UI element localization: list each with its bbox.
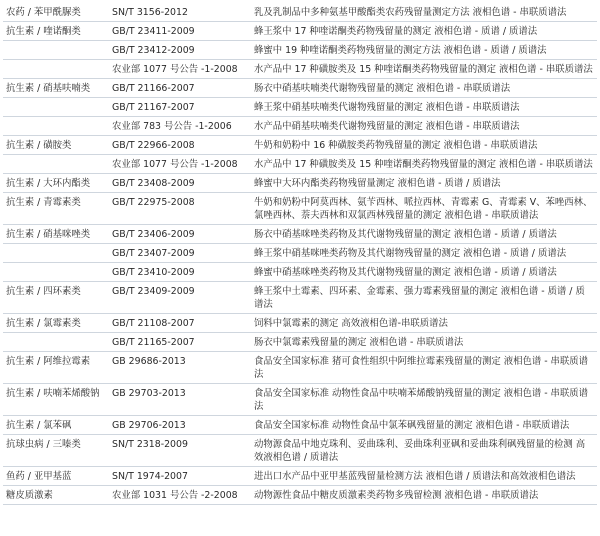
standard-number-cell: GB/T 21166-2007	[109, 79, 251, 98]
category-cell	[3, 98, 109, 117]
table-row	[3, 416, 597, 435]
table-row	[3, 467, 597, 486]
table-row	[3, 155, 597, 174]
method-title-cell: 蜂蜜中 19 种喹诺酮类药物残留量的测定方法 液相色谱 - 质谱 / 质谱法	[251, 41, 597, 60]
method-title-cell: 食品安全国家标准 动物性食品中氯苯砜残留量的测定 液相色谱 - 串联质谱法	[251, 416, 597, 435]
standard-number-cell: GB/T 21108-2007	[109, 314, 251, 333]
standard-number-cell: GB/T 23408-2009	[109, 174, 251, 193]
standard-number-cell: GB/T 23412-2009	[109, 41, 251, 60]
category-cell: 抗生素 / 氯霉素类	[3, 314, 109, 333]
standard-number-cell: 农业部 783 号公告 -1-2006	[109, 117, 251, 136]
standard-number-cell: GB/T 21167-2007	[109, 98, 251, 117]
category-cell: 抗生素 / 阿维拉霉素	[3, 352, 109, 384]
method-title-cell: 动物源性食品中糖皮质激素类药物多残留检测 液相色谱 - 串联质谱法	[251, 486, 597, 505]
standard-number-cell: GB/T 23410-2009	[109, 263, 251, 282]
table-row	[3, 384, 597, 416]
category-cell: 农药 / 苯甲酰脲类	[3, 3, 109, 22]
category-cell: 抗生素 / 氯苯砜	[3, 416, 109, 435]
table-row	[3, 314, 597, 333]
standard-number-cell: SN/T 1974-2007	[109, 467, 251, 486]
table-row	[3, 352, 597, 384]
category-cell: 抗生素 / 硝基咪唑类	[3, 225, 109, 244]
category-cell	[3, 155, 109, 174]
method-title-cell: 蜂王浆中硝基咪唑类药物及其代谢物残留量的测定 液相色谱 - 质谱 / 质谱法	[251, 244, 597, 263]
table-row	[3, 333, 597, 352]
standard-number-cell: SN/T 2318-2009	[109, 435, 251, 467]
method-title-cell: 食品安全国家标准 动物性食品中呋喃苯烯酸钠残留量的测定 液相色谱 - 串联质谱法	[251, 384, 597, 416]
table-row	[3, 3, 597, 22]
table-row	[3, 41, 597, 60]
category-cell: 抗生素 / 呋喃苯烯酸钠	[3, 384, 109, 416]
method-title-cell: 乳及乳制品中多种氨基甲酸酯类农药残留量测定方法 液相色谱 - 串联质谱法	[251, 3, 597, 22]
table-row	[3, 22, 597, 41]
standard-number-cell: SN/T 3156-2012	[109, 3, 251, 22]
method-title-cell: 水产品中 17 种磺胺类及 15 种喹诺酮类药物残留量的测定 液相色谱 - 串联质谱法	[251, 155, 597, 174]
category-cell	[3, 244, 109, 263]
standard-number-cell: GB/T 23409-2009	[109, 282, 251, 314]
method-title-cell: 食品安全国家标准 猪可食性组织中阿维拉霉素残留量的测定 液相色谱 - 串联质谱法	[251, 352, 597, 384]
table-row	[3, 79, 597, 98]
table-row	[3, 117, 597, 136]
table-row	[3, 98, 597, 117]
standard-number-cell: GB 29703-2013	[109, 384, 251, 416]
method-title-cell: 牛奶和奶粉中阿莫西林、氨苄西林、哌拉西林、青霉素 G、青霉素 V、苯唑西林、氯唑西林、萘夫西林和双氯西林残留量的测定 液相色谱 - 串联质谱法	[251, 193, 597, 225]
category-cell	[3, 117, 109, 136]
standard-number-cell: 农业部 1077 号公告 -1-2008	[109, 155, 251, 174]
method-title-cell: 蜂王浆中 17 种喹诺酮类药物残留量的测定 液相色谱 - 质谱 / 质谱法	[251, 22, 597, 41]
table-row	[3, 282, 597, 314]
method-title-cell: 肠衣中氯霉素残留量的测定 液相色谱 - 串联质谱法	[251, 333, 597, 352]
method-title-cell: 蜂蜜中大环内酯类药物残留量测定 液相色谱 - 质谱 / 质谱法	[251, 174, 597, 193]
method-title-cell: 进出口水产品中亚甲基蓝残留量检测方法 液相色谱 / 质谱法和高效液相色谱法	[251, 467, 597, 486]
standard-number-cell: GB 29686-2013	[109, 352, 251, 384]
table-row	[3, 193, 597, 225]
standards-table-body	[3, 3, 597, 505]
category-cell	[3, 41, 109, 60]
category-cell: 糖皮质激素	[3, 486, 109, 505]
table-row	[3, 486, 597, 505]
table-row	[3, 60, 597, 79]
table-row	[3, 263, 597, 282]
method-title-cell: 肠衣中硝基咪唑类药物及其代谢物残留量的测定 液相色谱 - 质谱 / 质谱法	[251, 225, 597, 244]
standards-table	[3, 3, 597, 505]
standard-number-cell: GB/T 22966-2008	[109, 136, 251, 155]
standard-number-cell: GB/T 23407-2009	[109, 244, 251, 263]
standard-number-cell: GB/T 23411-2009	[109, 22, 251, 41]
method-title-cell: 牛奶和奶粉中 16 种磺胺类药物残留量的测定 液相色谱 - 串联质谱法	[251, 136, 597, 155]
category-cell: 抗生素 / 大环内酯类	[3, 174, 109, 193]
category-cell	[3, 333, 109, 352]
table-row	[3, 136, 597, 155]
table-row	[3, 225, 597, 244]
standard-number-cell: 农业部 1031 号公告 -2-2008	[109, 486, 251, 505]
category-cell: 抗生素 / 青霉素类	[3, 193, 109, 225]
standard-number-cell: GB/T 22975-2008	[109, 193, 251, 225]
category-cell	[3, 263, 109, 282]
category-cell: 抗球虫病 / 三嗪类	[3, 435, 109, 467]
method-title-cell: 饲料中氯霉素的测定 高效液相色谱-串联质谱法	[251, 314, 597, 333]
method-title-cell: 蜂王浆中硝基呋喃类代谢物残留量的测定 液相色谱 - 串联质谱法	[251, 98, 597, 117]
standard-number-cell: GB/T 23406-2009	[109, 225, 251, 244]
category-cell: 抗生素 / 喹诺酮类	[3, 22, 109, 41]
category-cell	[3, 60, 109, 79]
category-cell: 抗生素 / 硝基呋喃类	[3, 79, 109, 98]
method-title-cell: 肠衣中硝基呋喃类代谢物残留量的测定 液相色谱 - 串联质谱法	[251, 79, 597, 98]
standard-number-cell: 农业部 1077 号公告 -1-2008	[109, 60, 251, 79]
category-cell: 鱼药 / 亚甲基蓝	[3, 467, 109, 486]
standard-number-cell: GB 29706-2013	[109, 416, 251, 435]
category-cell: 抗生素 / 磺胺类	[3, 136, 109, 155]
table-row	[3, 174, 597, 193]
method-title-cell: 蜂王浆中土霉素、四环素、金霉素、强力霉素残留量的测定 液相色谱 - 质谱 / 质谱法	[251, 282, 597, 314]
category-cell: 抗生素 / 四环素类	[3, 282, 109, 314]
table-row	[3, 435, 597, 467]
method-title-cell: 水产品中硝基呋喃类代谢物残留量的测定 液相色谱 - 串联质谱法	[251, 117, 597, 136]
table-row	[3, 244, 597, 263]
standard-number-cell: GB/T 21165-2007	[109, 333, 251, 352]
method-title-cell: 水产品中 17 种磺胺类及 15 种喹诺酮类药物残留量的测定 液相色谱 - 串联质谱法	[251, 60, 597, 79]
method-title-cell: 动物源食品中地克珠利、妥曲珠利、妥曲珠利亚砜和妥曲珠利砜残留量的检测 高效液相色谱 / 质谱法	[251, 435, 597, 467]
method-title-cell: 蜂蜜中硝基咪唑类药物及其代谢物残留量的测定 液相色谱 - 质谱 / 质谱法	[251, 263, 597, 282]
